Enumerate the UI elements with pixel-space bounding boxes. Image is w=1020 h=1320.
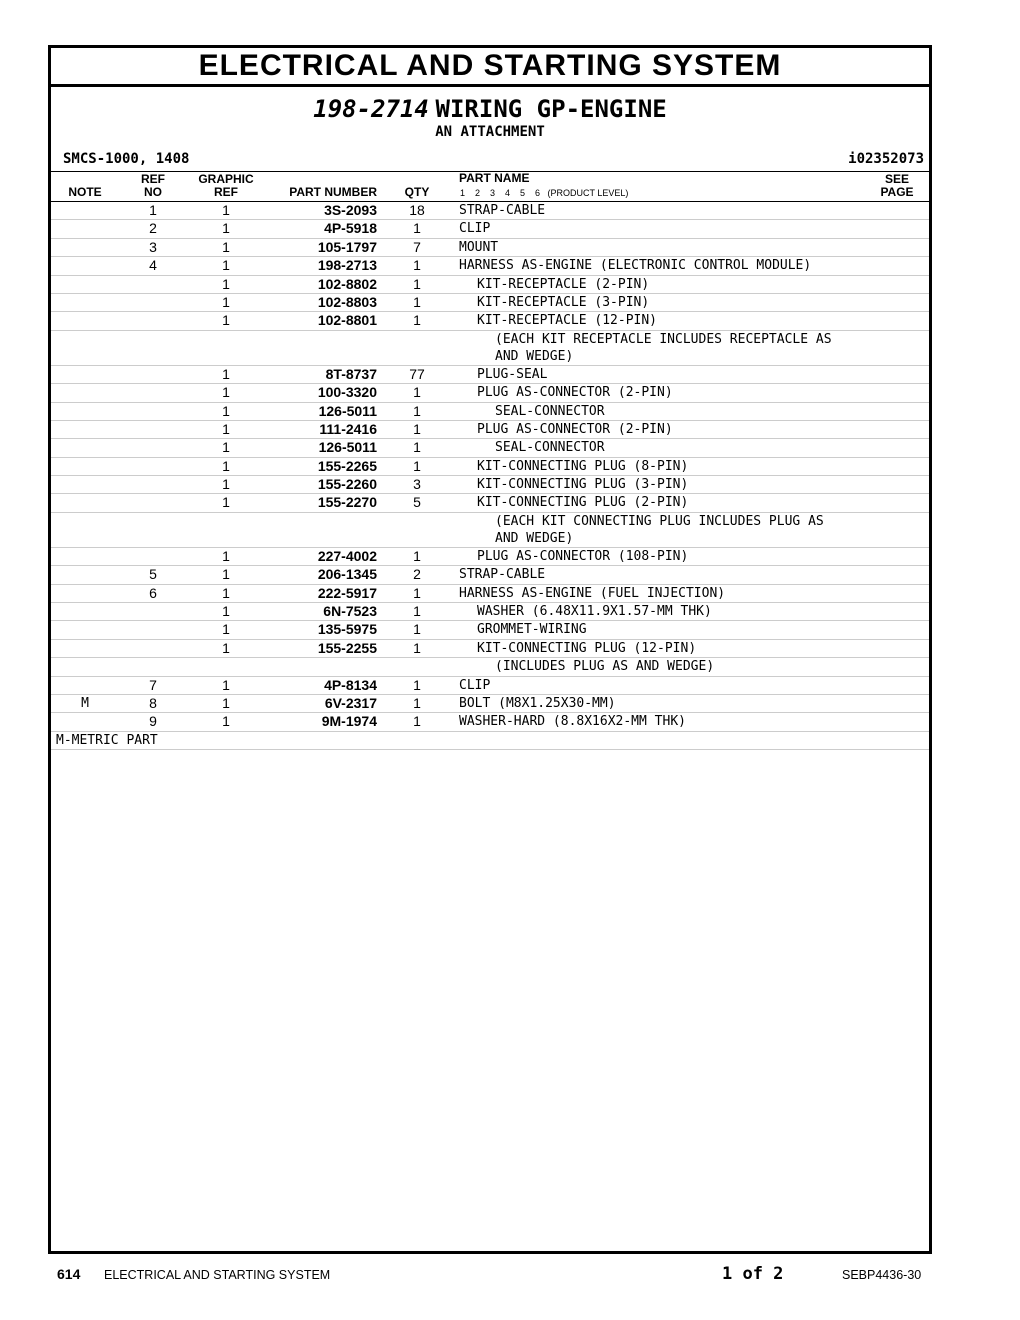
- col-qty: QTY: [404, 185, 430, 199]
- group-number: 198-2714: [313, 95, 429, 123]
- table-row: [51, 421, 929, 439]
- table-row: [51, 621, 929, 639]
- part-number-cell: 206-1345: [317, 566, 377, 583]
- part-number-cell: 102-8803: [317, 293, 377, 310]
- part-name-cell: KIT-RECEPTACLE (2-PIN): [477, 276, 650, 292]
- illustration-id: i02352073: [848, 151, 924, 167]
- table-row: [51, 384, 929, 402]
- col-note: NOTE: [68, 185, 102, 199]
- table-row: [51, 566, 929, 584]
- table-row: [51, 603, 929, 621]
- table-row: [51, 658, 929, 676]
- col-see-page-1: SEE: [884, 172, 909, 186]
- part-name-cell: GROMMET-WIRING: [477, 622, 587, 638]
- part-name-cell: SEAL-CONNECTOR: [495, 403, 605, 419]
- graphic-ref-cell: 1: [222, 566, 230, 583]
- table-row: [51, 677, 929, 695]
- graphic-ref-cell: 1: [222, 275, 230, 292]
- qty-cell: 1: [413, 639, 421, 656]
- col-part-name: PART NAME: [459, 171, 530, 185]
- part-number-cell: 227-4002: [317, 547, 377, 564]
- table-row: [51, 695, 929, 713]
- part-number-cell: 126-5011: [318, 402, 377, 419]
- ref-no-cell: 9: [149, 713, 157, 730]
- table-row: [51, 220, 929, 238]
- qty-cell: 1: [413, 220, 421, 237]
- qty-cell: 18: [409, 202, 425, 218]
- part-name-cell: STRAP-CABLE: [459, 567, 546, 583]
- qty-cell: 1: [413, 584, 421, 601]
- table-row: [51, 548, 929, 566]
- group-name: WIRING GP-ENGINE: [435, 95, 667, 123]
- qty-cell: 77: [409, 365, 425, 382]
- footer-title: ELECTRICAL AND STARTING SYSTEM: [104, 1268, 331, 1282]
- part-number-cell: 102-8801: [317, 312, 377, 329]
- part-number-cell: 4P-8134: [324, 676, 377, 693]
- table-row: [51, 276, 929, 294]
- col-ref-no-1: REF: [141, 172, 165, 186]
- graphic-ref-cell: 1: [222, 384, 230, 401]
- graphic-ref-cell: 1: [222, 603, 230, 620]
- part-number-cell: 9M-1974: [321, 713, 377, 730]
- ref-no-cell: 1: [149, 202, 157, 218]
- footnote-row: [51, 732, 929, 750]
- part-number-cell: 155-2255: [317, 639, 377, 656]
- graphic-ref-cell: 1: [222, 365, 230, 382]
- part-name-cell: MOUNT: [459, 239, 499, 255]
- part-number-cell: 198-2713: [317, 257, 377, 274]
- col-ref-no-2: NO: [144, 185, 162, 199]
- ref-no-cell: 2: [149, 220, 157, 237]
- graphic-ref-cell: 1: [222, 257, 230, 274]
- note-cell: M: [81, 695, 89, 711]
- graphic-ref-cell: 1: [222, 713, 230, 730]
- part-number-cell: 126-5011: [318, 439, 377, 456]
- part-number-cell: 155-2265: [317, 457, 377, 474]
- parts-list: [51, 202, 929, 732]
- smcs-code: SMCS-1000, 1408: [63, 151, 190, 167]
- table-row: [51, 312, 929, 330]
- graphic-ref-cell: 1: [222, 238, 230, 255]
- table-row: [51, 585, 929, 603]
- col-product-levels: 1 2 3 4 5 6 (PRODUCT LEVEL): [460, 188, 629, 198]
- graphic-ref-cell: 1: [222, 293, 230, 310]
- part-name-cell: WASHER-HARD (8.8X16X2-MM THK): [459, 714, 686, 730]
- part-number-cell: 6V-2317: [324, 694, 377, 711]
- part-number-cell: 222-5917: [317, 584, 377, 601]
- col-graphic-ref-1: GRAPHIC: [198, 172, 254, 186]
- graphic-ref-cell: 1: [222, 312, 230, 329]
- qty-cell: 1: [413, 312, 421, 329]
- qty-cell: 1: [413, 694, 421, 711]
- page-footer: [0, 1264, 1020, 1288]
- group-title: [51, 96, 929, 123]
- smcs-row: [51, 149, 929, 171]
- document-id: SEBP4436-30: [842, 1268, 922, 1282]
- ref-no-cell: 7: [149, 676, 157, 693]
- graphic-ref-cell: 1: [222, 694, 230, 711]
- parts-page-frame: [48, 45, 932, 1254]
- part-name-cell: (INCLUDES PLUG AS AND WEDGE): [495, 659, 715, 675]
- col-graphic-ref-2: REF: [214, 185, 238, 199]
- col-part-number: PART NUMBER: [289, 185, 377, 199]
- qty-cell: 1: [413, 676, 421, 693]
- part-number-cell: 8T-8737: [325, 365, 377, 382]
- part-number-cell: 111-2416: [319, 420, 377, 437]
- page-number: 614: [57, 1266, 81, 1282]
- graphic-ref-cell: 1: [222, 402, 230, 419]
- graphic-ref-cell: 1: [222, 220, 230, 237]
- part-name-cell: HARNESS AS-ENGINE (ELECTRONIC CONTROL MODULE): [459, 258, 812, 274]
- qty-cell: 1: [413, 603, 421, 620]
- qty-cell: 2: [413, 566, 421, 583]
- part-name-cell: CLIP: [459, 221, 491, 237]
- ref-no-cell: 6: [149, 584, 157, 601]
- graphic-ref-cell: 1: [222, 202, 230, 218]
- qty-cell: 1: [413, 402, 421, 419]
- qty-cell: 5: [413, 494, 421, 511]
- part-name-cell: STRAP-CABLE: [459, 203, 546, 218]
- graphic-ref-cell: 1: [222, 457, 230, 474]
- ref-no-cell: 4: [149, 257, 157, 274]
- footnote: M-METRIC PART: [56, 732, 158, 748]
- part-name-cell: WASHER (6.48X11.9X1.57-MM THK): [477, 604, 712, 620]
- graphic-ref-cell: 1: [222, 676, 230, 693]
- table-row: [51, 476, 929, 494]
- table-row: [51, 202, 929, 220]
- ref-no-cell: 3: [149, 238, 157, 255]
- part-name-cell: KIT-RECEPTACLE (12-PIN): [477, 313, 658, 329]
- graphic-ref-cell: 1: [222, 639, 230, 656]
- part-name-cell: KIT-CONNECTING PLUG (12-PIN): [477, 640, 697, 656]
- qty-cell: 1: [413, 713, 421, 730]
- graphic-ref-cell: 1: [222, 494, 230, 511]
- part-number-cell: 155-2260: [317, 476, 377, 493]
- section-title: ELECTRICAL AND STARTING SYSTEM: [51, 48, 929, 87]
- ref-no-cell: 5: [149, 566, 157, 583]
- qty-cell: 1: [413, 384, 421, 401]
- part-name-cell: HARNESS AS-ENGINE (FUEL INJECTION): [459, 585, 726, 601]
- group-subtitle: AN ATTACHMENT: [435, 124, 545, 140]
- part-name-cell: KIT-RECEPTACLE (3-PIN): [477, 294, 650, 310]
- table-row: [51, 331, 929, 366]
- part-number-cell: 4P-5918: [324, 220, 377, 237]
- graphic-ref-cell: 1: [222, 420, 230, 437]
- page-of-count: 1 of 2: [722, 1264, 784, 1284]
- table-row: [51, 513, 929, 548]
- part-name-cell: PLUG AS-CONNECTOR (2-PIN): [477, 421, 673, 437]
- part-number-cell: 135-5975: [317, 621, 377, 638]
- part-number-cell: 6N-7523: [323, 603, 377, 620]
- part-number-cell: 100-3320: [317, 384, 377, 401]
- col-see-page-2: PAGE: [880, 185, 914, 199]
- graphic-ref-cell: 1: [222, 439, 230, 456]
- qty-cell: 1: [413, 275, 421, 292]
- part-name-cell: KIT-CONNECTING PLUG (2-PIN): [477, 495, 689, 511]
- part-name-cell: (EACH KIT RECEPTACLE INCLUDES RECEPTACLE AS AND WEDGE): [495, 331, 832, 364]
- part-number-cell: 155-2270: [317, 494, 377, 511]
- part-name-cell: KIT-CONNECTING PLUG (8-PIN): [477, 458, 689, 474]
- part-name-cell: PLUG AS-CONNECTOR (2-PIN): [477, 385, 673, 401]
- ref-no-cell: 8: [149, 694, 157, 711]
- table-row: [51, 640, 929, 658]
- part-name-cell: KIT-CONNECTING PLUG (3-PIN): [477, 477, 689, 493]
- table-row: [51, 366, 929, 384]
- qty-cell: 1: [413, 621, 421, 638]
- qty-cell: 1: [413, 420, 421, 437]
- part-number-cell: 3S-2093: [324, 202, 377, 218]
- part-number-cell: 102-8802: [317, 275, 377, 292]
- part-name-cell: PLUG-SEAL: [477, 366, 548, 382]
- graphic-ref-cell: 1: [222, 621, 230, 638]
- table-row: [51, 494, 929, 512]
- graphic-ref-cell: 1: [222, 584, 230, 601]
- table-row: [51, 239, 929, 257]
- qty-cell: 1: [413, 439, 421, 456]
- table-row: [51, 403, 929, 421]
- table-row: [51, 458, 929, 476]
- graphic-ref-cell: 1: [222, 547, 230, 564]
- qty-cell: 3: [413, 476, 421, 493]
- qty-cell: 1: [413, 547, 421, 564]
- column-header: [51, 171, 929, 202]
- table-row: [51, 439, 929, 457]
- qty-cell: 1: [413, 457, 421, 474]
- qty-cell: 1: [413, 293, 421, 310]
- part-name-cell: (EACH KIT CONNECTING PLUG INCLUDES PLUG AS AND WEDGE): [495, 513, 824, 546]
- qty-cell: 7: [413, 238, 421, 255]
- table-row: [51, 294, 929, 312]
- table-row: [51, 713, 929, 731]
- part-name-cell: PLUG AS-CONNECTOR (108-PIN): [477, 548, 689, 564]
- part-name-cell: BOLT (M8X1.25X30-MM): [459, 695, 616, 711]
- graphic-ref-cell: 1: [222, 476, 230, 493]
- part-name-cell: CLIP: [459, 677, 491, 693]
- table-row: [51, 257, 929, 275]
- part-name-cell: SEAL-CONNECTOR: [495, 440, 605, 456]
- part-number-cell: 105-1797: [317, 238, 377, 255]
- qty-cell: 1: [413, 257, 421, 274]
